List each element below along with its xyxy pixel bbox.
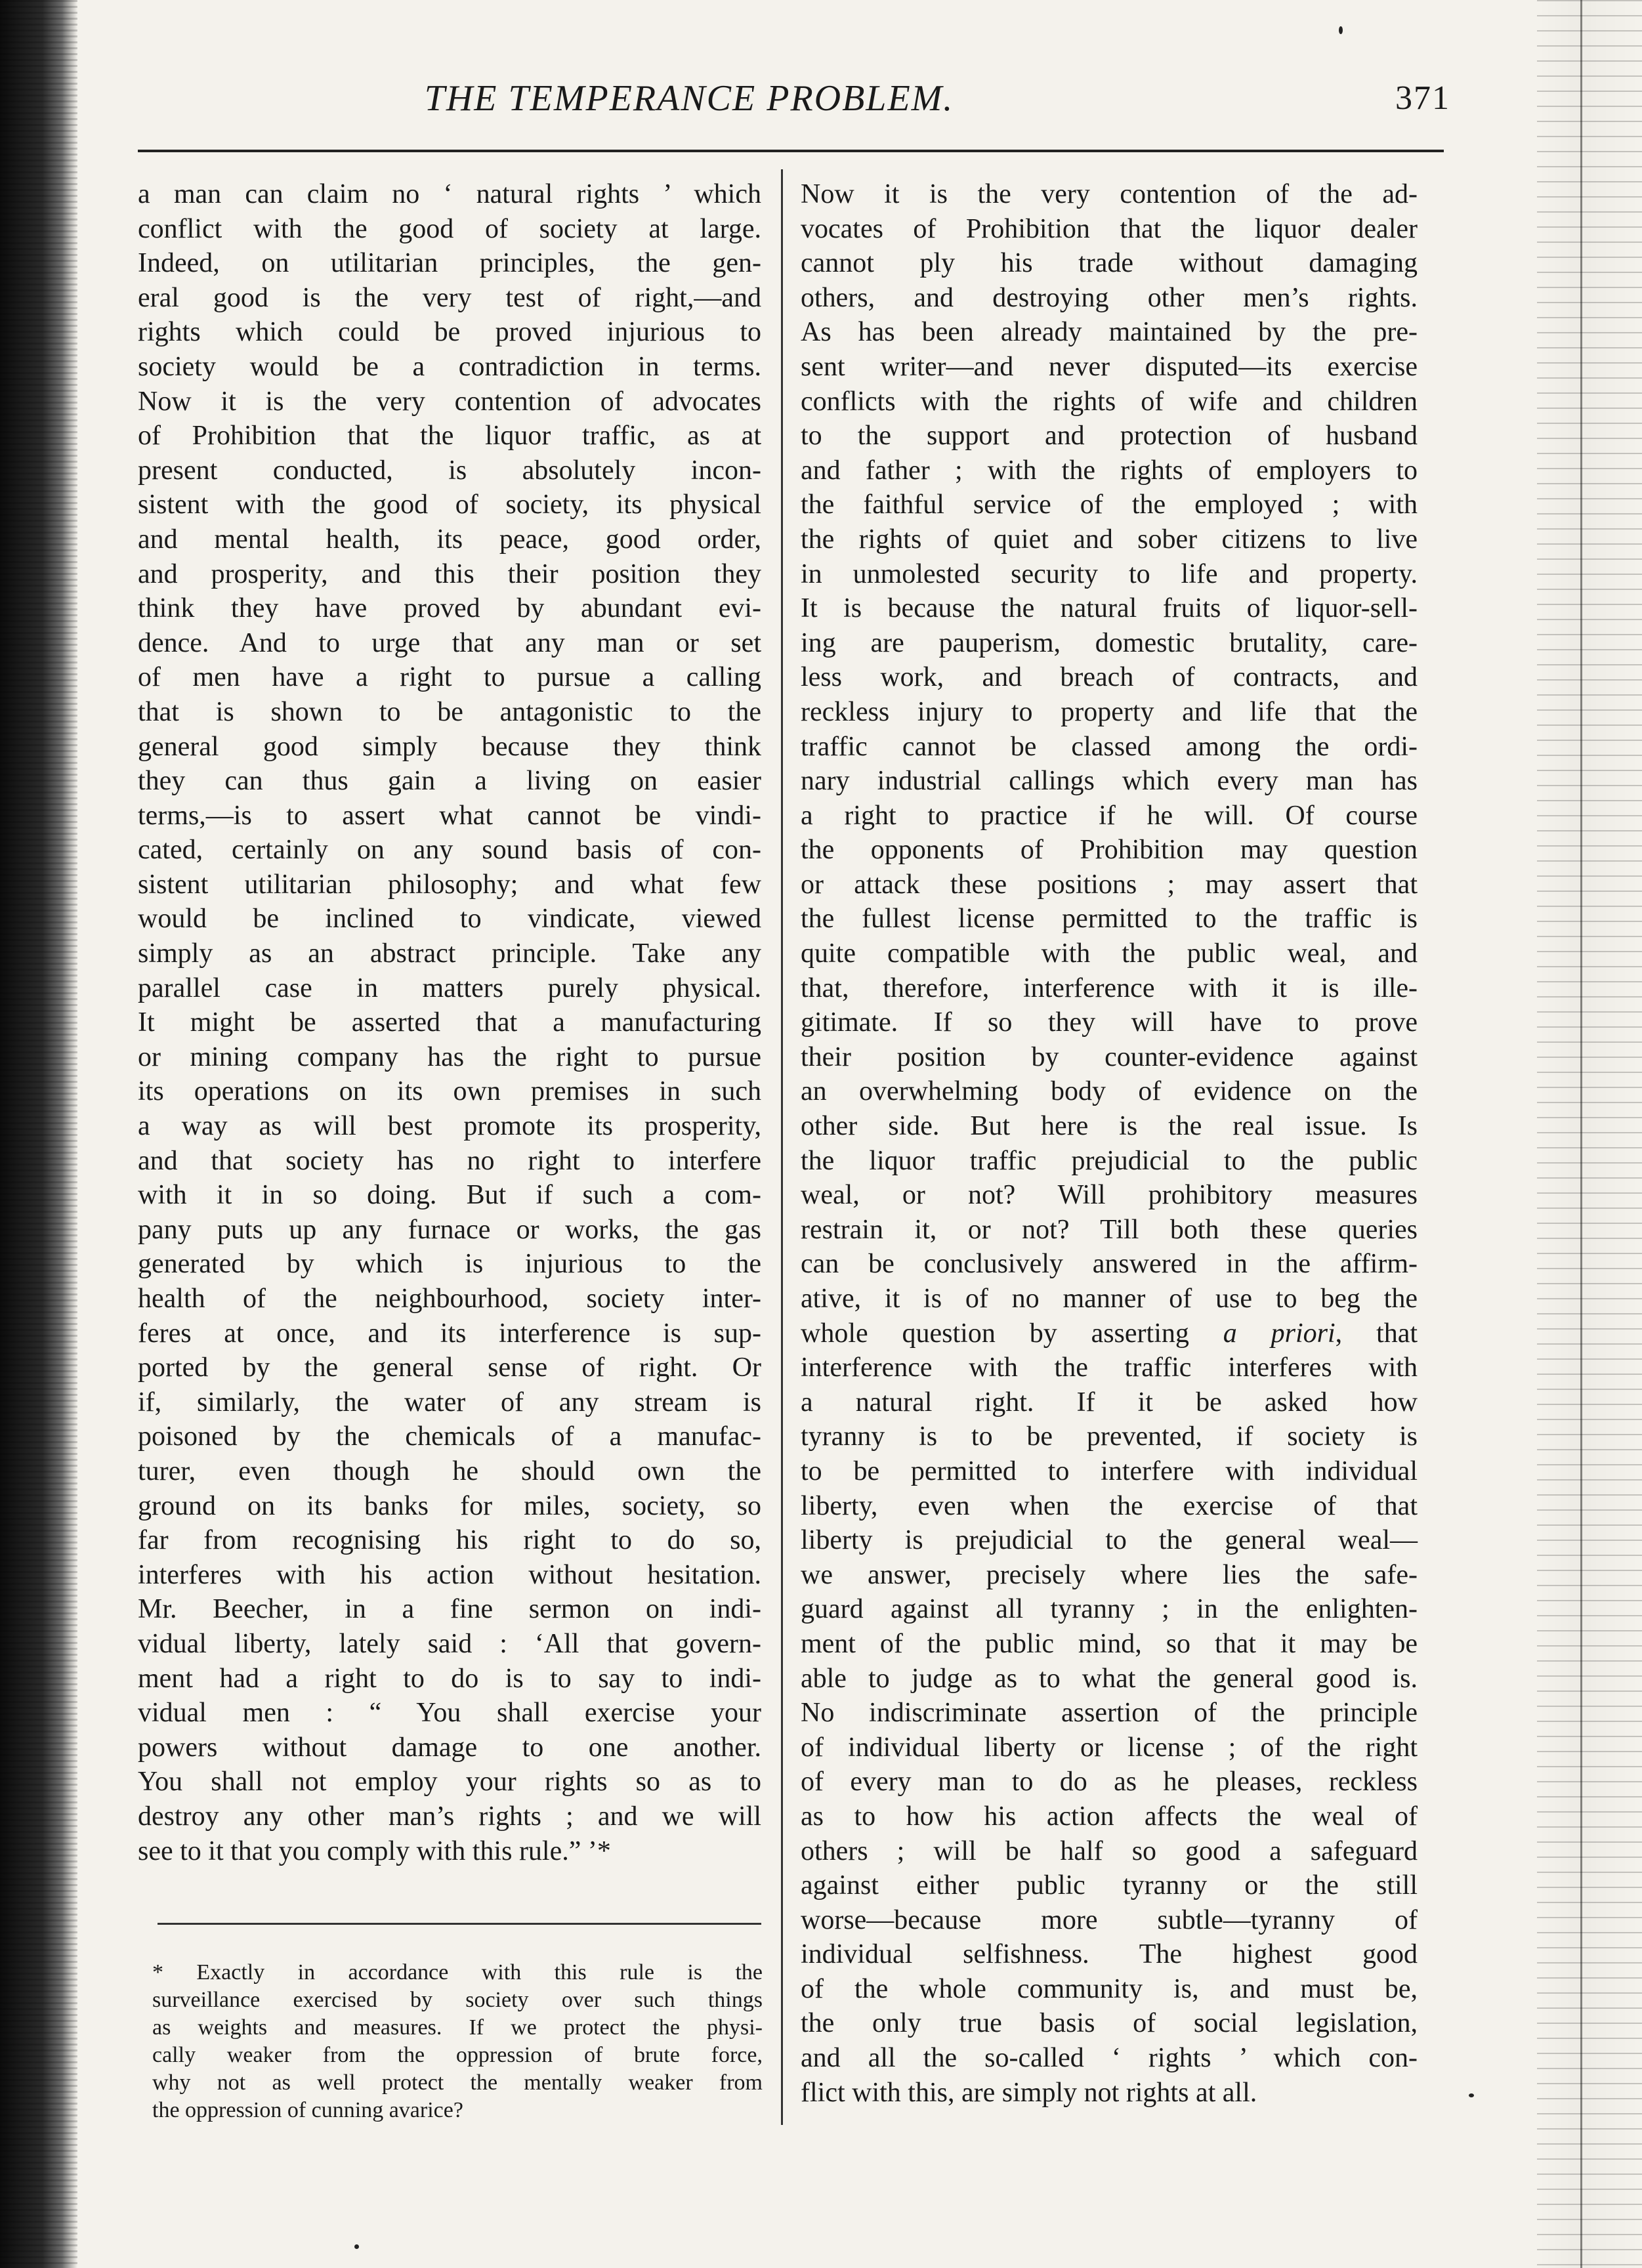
- column-right-line: the liquor traffic prejudicial to the public: [801, 1145, 1418, 1176]
- column-right-line: vocates of Prohibition that the liquor dealer: [801, 213, 1418, 244]
- column-right-line: we answer, precisely where lies the safe-: [801, 1559, 1418, 1590]
- column-right-line: cannot ply his trade without damaging: [801, 248, 1418, 279]
- header-rule: [138, 150, 1444, 152]
- column-left-line: vidual liberty, lately said : ‘All that govern-: [138, 1628, 761, 1659]
- column-left-line: interferes with his action without hesitation.: [138, 1559, 761, 1590]
- column-right-line: of every man to do as he pleases, reckless: [801, 1767, 1418, 1797]
- column-left-line: It might be asserted that a manufacturing: [138, 1007, 761, 1038]
- footnote-line: * Exactly in accordance with this rule is the: [152, 1960, 763, 1984]
- column-left-line: powers without damage to one another.: [138, 1732, 761, 1763]
- column-right-line: Now it is the very contention of the ad-: [801, 179, 1418, 209]
- column-left-line: society would be a contradiction in terms.: [138, 351, 761, 382]
- column-left-line: terms,—is to assert what cannot be vindi-: [138, 800, 761, 831]
- column-right-line: As has been already maintained by the pre-: [801, 317, 1418, 348]
- column-left-line: they can thus gain a living on easier: [138, 766, 761, 797]
- column-right-line: worse—because more subtle—tyranny of: [801, 1904, 1418, 1935]
- column-right-line: that, therefore, interference with it is ille-: [801, 973, 1418, 1003]
- column-right-line: a right to practice if he will. Of course: [801, 800, 1418, 831]
- column-left-line: parallel case in matters purely physical.: [138, 973, 761, 1003]
- column-right-line: ment of the public mind, so that it may be: [801, 1628, 1418, 1659]
- column-right-line: whole question by asserting a priori, that: [801, 1318, 1418, 1349]
- running-title: THE TEMPERANCE PROBLEM.: [424, 78, 954, 119]
- column-left-line: if, similarly, the water of any stream is: [138, 1387, 761, 1418]
- column-right-line: liberty is prejudicial to the general weal—: [801, 1525, 1418, 1556]
- column-right-line: against either public tyranny or the still: [801, 1870, 1418, 1901]
- scan-edge-speckle: [1537, 0, 1642, 2268]
- column-right-line: No indiscriminate assertion of the principle: [801, 1698, 1418, 1729]
- column-right-line: gitimate. If so they will have to prove: [801, 1007, 1418, 1038]
- page-header: [138, 77, 1450, 136]
- ink-speck: [1339, 26, 1343, 34]
- column-right-line: an overwhelming body of evidence on the: [801, 1076, 1418, 1107]
- column-right-line: or attack these positions ; may assert that: [801, 869, 1418, 900]
- column-left-line: conflict with the good of society at large.: [138, 213, 761, 244]
- column-left-line: Mr. Beecher, in a fine sermon on indi-: [138, 1594, 761, 1625]
- column-left-line: would be inclined to vindicate, viewed: [138, 904, 761, 934]
- column-right-line: nary industrial callings which every man has: [801, 766, 1418, 797]
- column-left-line: a man can claim no ‘ natural rights ’ which: [138, 179, 761, 209]
- column-left-line: general good simply because they think: [138, 731, 761, 762]
- column-right-line: the only true basis of social legislation,: [801, 2008, 1418, 2039]
- ink-speck: [1469, 2093, 1474, 2097]
- column-divider: [781, 169, 783, 2125]
- column-right-line: It is because the natural fruits of liquor-sell-: [801, 593, 1418, 624]
- column-right-line: quite compatible with the public weal, and: [801, 938, 1418, 969]
- column-right-line: weal, or not? Will prohibitory measures: [801, 1180, 1418, 1211]
- column-left-line: and prosperity, and this their position they: [138, 558, 761, 589]
- column-right-line: the opponents of Prohibition may question: [801, 835, 1418, 866]
- footnote-rule: [158, 1923, 761, 1925]
- column-left-line: pany puts up any furnace or works, the gas: [138, 1214, 761, 1245]
- column-right-line: liberty, even when the exercise of that: [801, 1490, 1418, 1521]
- column-left-line: turer, even though he should own the: [138, 1456, 761, 1486]
- column-right-line: conflicts with the rights of wife and children: [801, 386, 1418, 417]
- column-right-line: and father ; with the rights of employers to: [801, 455, 1418, 486]
- column-left-line: Now it is the very contention of advocates: [138, 386, 761, 417]
- footnote-line: why not as well protect the mentally weaker from: [152, 2070, 763, 2095]
- column-right-line: in unmolested security to life and property.: [801, 558, 1418, 589]
- column-right-line: the rights of quiet and sober citizens to live: [801, 524, 1418, 555]
- column-left-line: destroy any other man’s rights ; and we will: [138, 1801, 761, 1832]
- column-right-line: to the support and protection of husband: [801, 421, 1418, 452]
- column-right-line: able to judge as to what the general good is.: [801, 1663, 1418, 1694]
- column-left-line: see to it that you comply with this rule.” ’*: [138, 1836, 611, 1866]
- column-left-line: of Prohibition that the liquor traffic, as at: [138, 421, 761, 452]
- column-right-line: to be permitted to interfere with individual: [801, 1456, 1418, 1486]
- column-right-line: other side. But here is the real issue. Is: [801, 1111, 1418, 1142]
- column-left-line: a way as will best promote its prosperity,: [138, 1111, 761, 1142]
- column-left-line: generated by which is injurious to the: [138, 1249, 761, 1280]
- page-number: 371: [1395, 79, 1450, 117]
- footnote-line: as weights and measures. If we protect the physi-: [152, 2015, 763, 2040]
- column-left-line: simply as an abstract principle. Take any: [138, 938, 761, 969]
- column-left-line: Indeed, on utilitarian principles, the gen-: [138, 248, 761, 279]
- column-right: [801, 177, 1418, 2110]
- footnote-line: cally weaker from the oppression of brute force,: [152, 2043, 763, 2067]
- column-right-line: and all the so-called ‘ rights ’ which con-: [801, 2043, 1418, 2074]
- column-right-line: others ; will be half so good a safeguard: [801, 1836, 1418, 1866]
- column-right-line: their position by counter-evidence against: [801, 1041, 1418, 1072]
- italic-phrase: a priori: [1189, 1318, 1336, 1349]
- column-right-line: traffic cannot be classed among the ordi-: [801, 731, 1418, 762]
- column-left-line: and mental health, its peace, good order,: [138, 524, 761, 555]
- column-right-line: restrain it, or not? Till both these queries: [801, 1214, 1418, 1245]
- column-right-line: a natural right. If it be asked how: [801, 1387, 1418, 1418]
- column-left-line: cated, certainly on any sound basis of con-: [138, 835, 761, 866]
- column-right-line: others, and destroying other men’s rights.: [801, 282, 1418, 313]
- column-right-line: individual selfishness. The highest good: [801, 1939, 1418, 1970]
- ink-speck: [354, 2244, 359, 2249]
- column-left-line: ported by the general sense of right. Or: [138, 1353, 761, 1383]
- column-left: [138, 177, 761, 1868]
- column-right-line: guard against all tyranny ; in the enlighten-: [801, 1594, 1418, 1625]
- scan-binding-shadow: [0, 0, 77, 2268]
- column-right-line: interference with the traffic interferes with: [801, 1353, 1418, 1383]
- footnote-line: surveillance exercised by society over such things: [152, 1988, 763, 2012]
- column-left-line: of men have a right to pursue a calling: [138, 662, 761, 693]
- column-left-line: You shall not employ your rights so as to: [138, 1767, 761, 1797]
- column-right-line: ative, it is of no manner of use to beg the: [801, 1284, 1418, 1314]
- column-left-line: think they have proved by abundant evi-: [138, 593, 761, 624]
- column-left-line: ground on its banks for miles, society, so: [138, 1490, 761, 1521]
- column-left-line: or mining company has the right to pursue: [138, 1041, 761, 1072]
- column-right-line: the fullest license permitted to the traffic is: [801, 904, 1418, 934]
- column-left-line: that is shown to be antagonistic to the: [138, 696, 761, 727]
- column-right-line: can be conclusively answered in the affirm-: [801, 1249, 1418, 1280]
- column-right-line: reckless injury to property and life that the: [801, 696, 1418, 727]
- column-left-line: with it in so doing. But if such a com-: [138, 1180, 761, 1211]
- column-right-line: the faithful service of the employed ; with: [801, 490, 1418, 520]
- column-left-line: rights which could be proved injurious to: [138, 317, 761, 348]
- column-left-line: present conducted, is absolutely incon-: [138, 455, 761, 486]
- column-left-line: sistent utilitarian philosophy; and what few: [138, 869, 761, 900]
- column-right-line: sent writer—and never disputed—its exercise: [801, 351, 1418, 382]
- column-left-line: its operations on its own premises in such: [138, 1076, 761, 1107]
- column-left-line: and that society has no right to interfere: [138, 1145, 761, 1176]
- phrase-tail: , that: [1335, 1318, 1418, 1349]
- column-left-line: sistent with the good of society, its physical: [138, 490, 761, 520]
- column-right-line: of the whole community is, and must be,: [801, 1973, 1418, 2004]
- column-left-line: feres at once, and its interference is sup-: [138, 1318, 761, 1349]
- column-right-line: less work, and breach of contracts, and: [801, 662, 1418, 693]
- column-right-line: as to how his action affects the weal of: [801, 1801, 1418, 1832]
- column-left-line: far from recognising his right to do so,: [138, 1525, 761, 1556]
- column-right-line: tyranny is to be prevented, if society is: [801, 1421, 1418, 1452]
- column-left-line: poisoned by the chemicals of a manufac-: [138, 1421, 761, 1452]
- column-right-line: ing are pauperism, domestic brutality, care-: [801, 627, 1418, 658]
- column-left-line: ment had a right to do is to say to indi-: [138, 1663, 761, 1694]
- column-left-line: health of the neighbourhood, society inter-: [138, 1284, 761, 1314]
- column-left-line: vidual men : “ You shall exercise your: [138, 1698, 761, 1729]
- footnote: [152, 1959, 763, 2124]
- footnote-line: the oppression of cunning avarice?: [152, 2098, 463, 2122]
- column-right-line: of individual liberty or license ; of the right: [801, 1732, 1418, 1763]
- column-left-line: dence. And to urge that any man or set: [138, 627, 761, 658]
- column-left-line: eral good is the very test of right,—and: [138, 282, 761, 313]
- column-right-line: flict with this, are simply not rights at all.: [801, 2077, 1257, 2108]
